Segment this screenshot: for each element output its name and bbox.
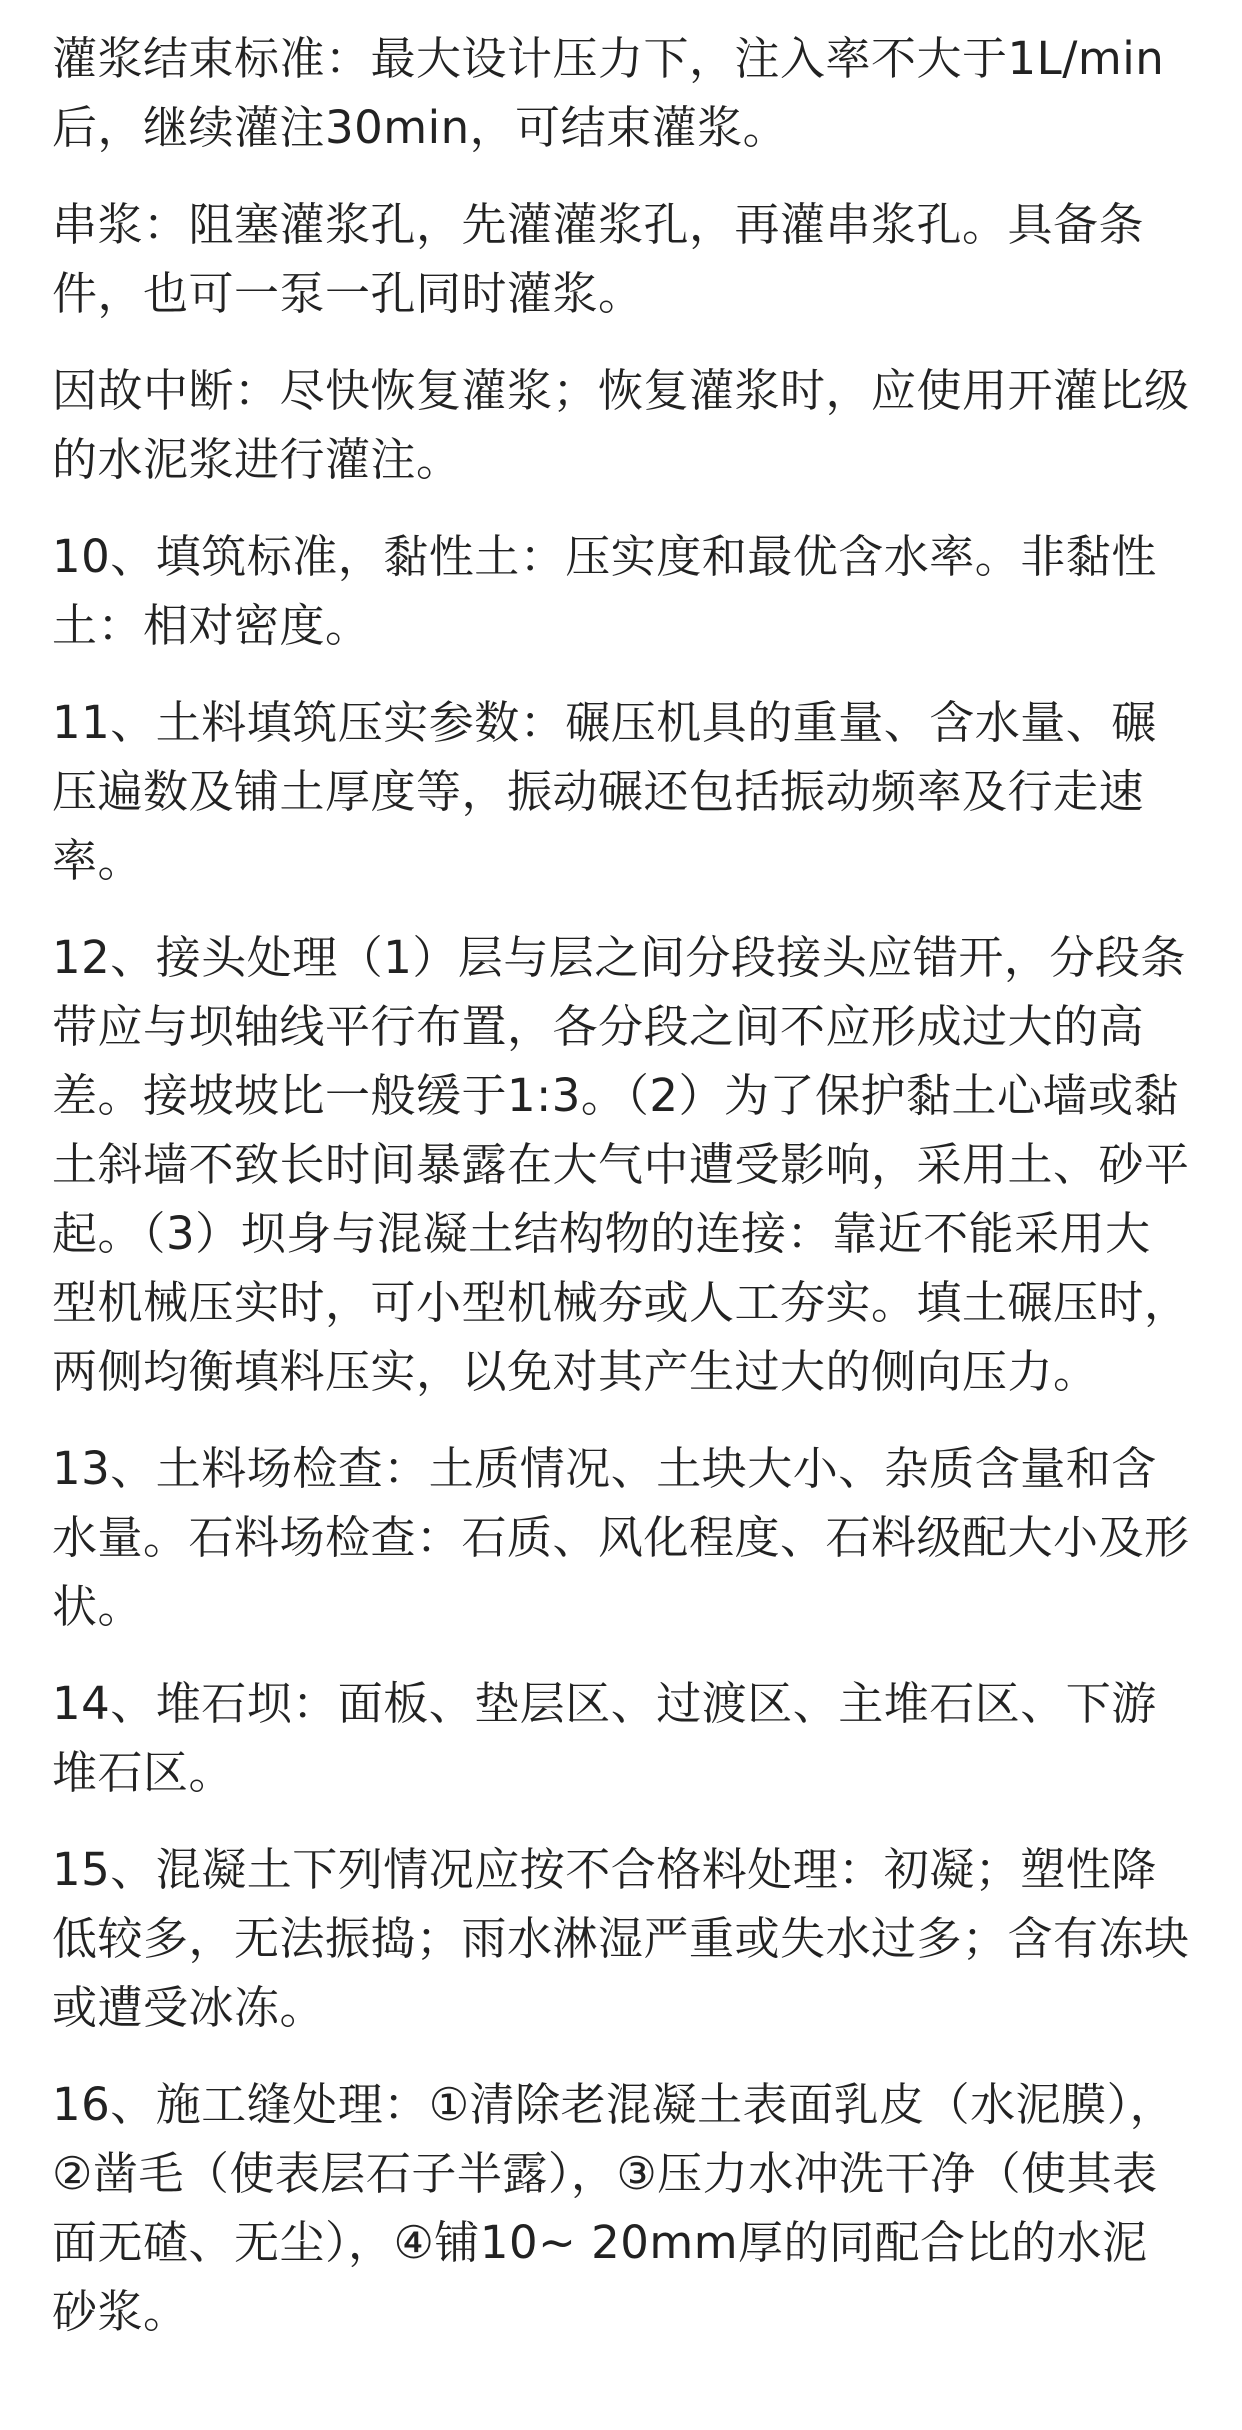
paragraph-grouting-end-standard: 灌浆结束标准：最大设计压力下，注入率不大于1L/min后，继续灌注30min，可结束灌浆。 (52, 32, 1165, 154)
paragraph-13-borrow-inspection: 13、土料场检查：土质情况、土块大小、杂质含量和含水量。石料场检查：石质、风化程度、石料级配大小及形状。 (52, 1442, 1190, 1633)
paragraph-12-joint-treatment: 12、接头处理（1）层与层之间分段接头应错开，分段条带应与坝轴线平行布置，各分段之间不应形成过大的高差。接坡坡比一般缓于1:3。（2）为了保护黏土心墙或黏土斜墙不致长时间暴露在大气中遭受影响，采用土、砂平起。（3）坝身与混凝土结构物的连接：靠近不能采用大型机械压实时，可小型机械夯或人工夯实。填土碾压时，两侧均衡填料压实，以免对其产生过大的侧向压力。 (52, 931, 1190, 1398)
paragraph-14-rockfill-dam: 14、堆石坝：面板、垫层区、过渡区、主堆石区、下游堆石区。 (52, 1677, 1157, 1799)
paragraph-grout-leak: 串浆：阻塞灌浆孔，先灌灌浆孔，再灌串浆孔。具备条件，也可一泵一孔同时灌浆。 (52, 198, 1145, 320)
paragraph-16-construction-joint: 16、施工缝处理：①清除老混凝土表面乳皮（水泥膜），②凿毛（使表层石子半露），③压力水冲洗干净（使其表面无碴、无尘），④铺10~ 20mm厚的同配合比的水泥砂浆。 (52, 2078, 1176, 2338)
paragraph-interruption: 因故中断：尽快恢复灌浆；恢复灌浆时，应使用开灌比级的水泥浆进行灌注。 (52, 364, 1190, 486)
paragraph-11-compaction-parameters: 11、土料填筑压实参数：碾压机具的重量、含水量、碾压遍数及铺土厚度等，振动碾还包括振动频率及行走速率。 (52, 696, 1157, 887)
paragraph-10-fill-standard: 10、填筑标准，黏性土：压实度和最优含水率。非黏性土：相对密度。 (52, 530, 1157, 652)
paragraph-15-nonconforming-concrete: 15、混凝土下列情况应按不合格料处理：初凝；塑性降低较多，无法振捣；雨水淋湿严重或失水过多；含有冻块或遭受冰冻。 (52, 1843, 1190, 2034)
